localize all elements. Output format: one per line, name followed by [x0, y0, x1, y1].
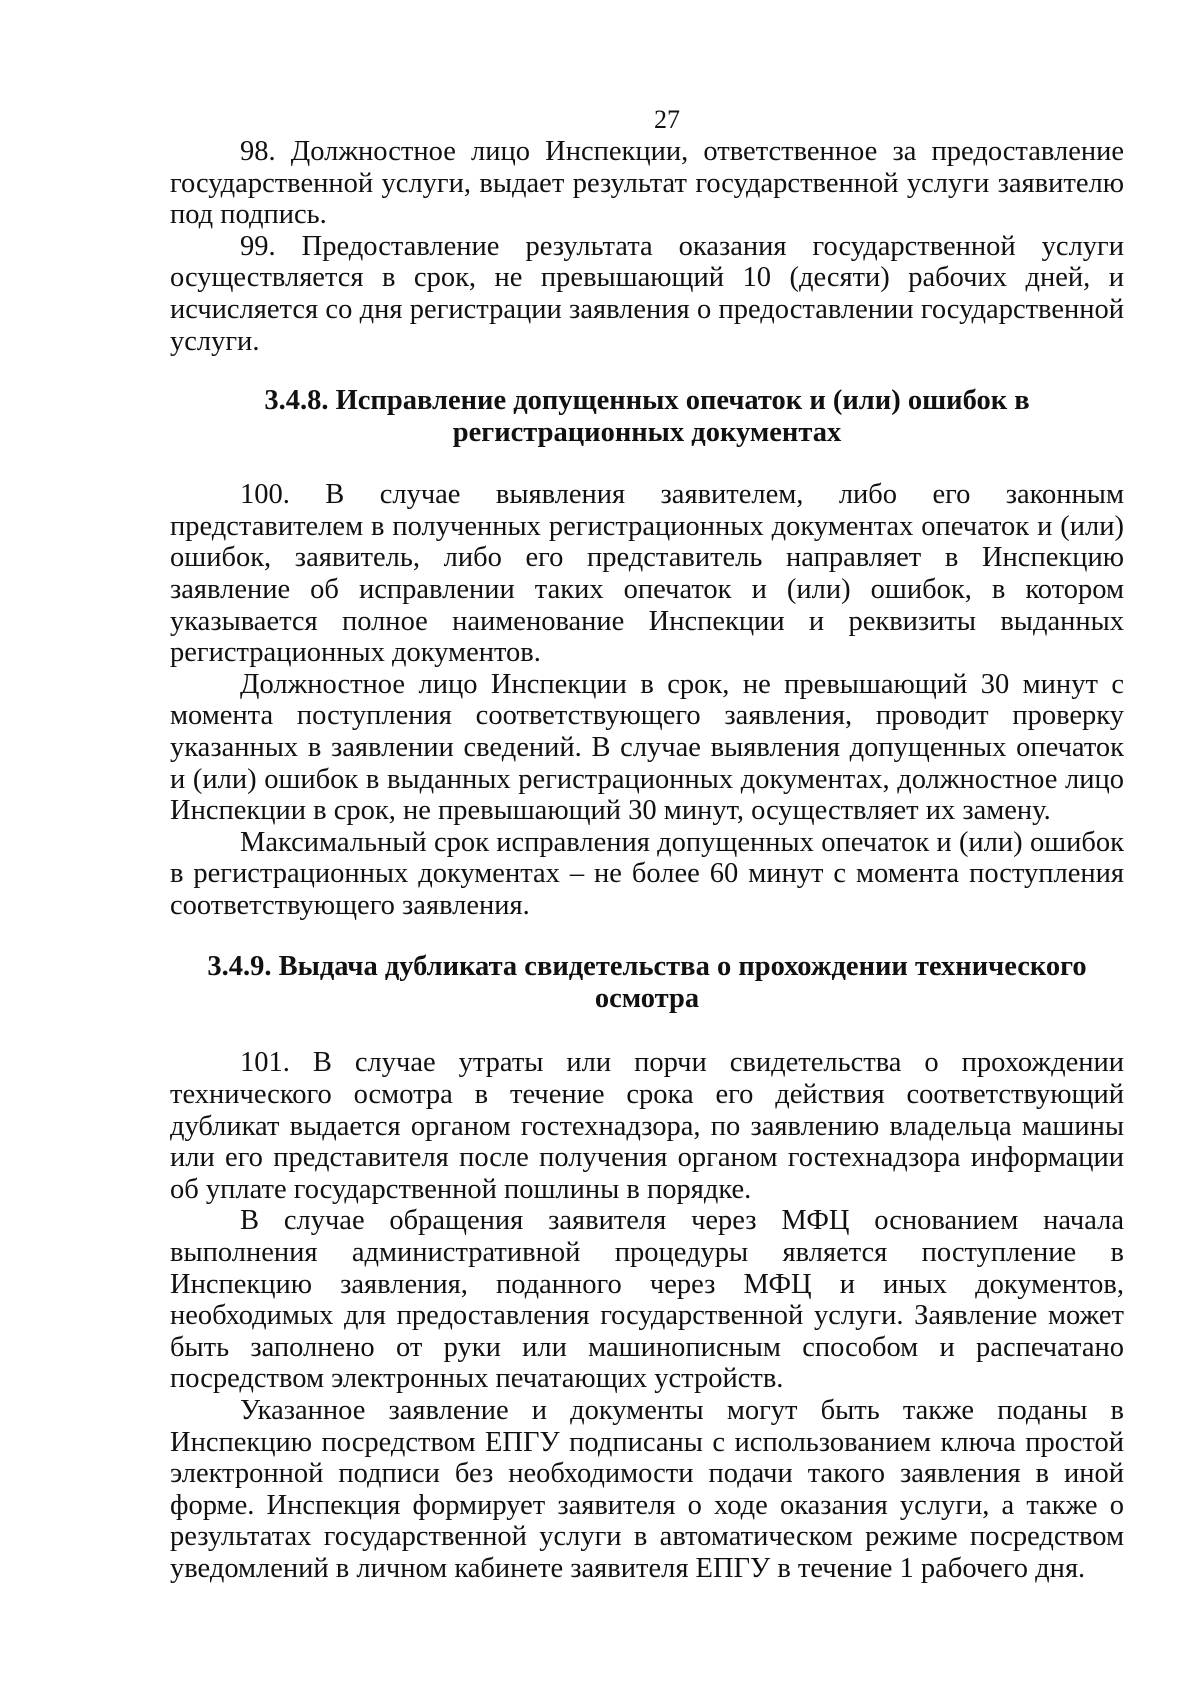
- document-page: [170, 104, 1124, 1585]
- section-heading-3-4-8-line1: 3.4.8. Исправление допущенных опечаток и (или) ошибок в: [264, 385, 1030, 417]
- paragraph-100-officer-check: Должностное лицо Инспекции в срок, не превышающий 30 минут с момента поступления соответствующего заявления, проводит проверку указанных в заявлении сведений. В случае выявления допущенных опечаток и (или) ошибок в выданных регистрационных документах, должностное лицо Инспекции в срок, не превышающий 30 минут, осуществляет их замену.: [170, 668, 1124, 827]
- paragraph-99: 99. Предоставление результата оказания государственной услуги осуществляется в срок, не превышающий 10 (десяти) рабочих дней, и исчисляется со дня регистрации заявления о предоставлении государственной услуги.: [170, 230, 1124, 357]
- section-heading-3-4-9: [170, 951, 1124, 1015]
- paragraph-100: 100. В случае выявления заявителем, либо его законным представителем в полученных регистрационных документах опечаток и (или) ошибок, заявитель, либо его представитель направляет в Инспекцию заявление об исправлении таких опечаток и (или) ошибок, в котором указывается полное наименование Инспекции и реквизиты выданных регистрационных документов.: [170, 479, 1124, 669]
- paragraph-101: 101. В случае утраты или порчи свидетельства о прохождении технического осмотра в течение срока его действия соответствующий дубликат выдается органом гостехнадзора, по заявлению владельца машины или его представителя после получения органом гостехнадзора информации об уплате государственной пошлины в порядке.: [170, 1047, 1124, 1205]
- paragraph-98: 98. Должностное лицо Инспекции, ответственное за предоставление государственной услуги, выдает результат государственной услуги заявителю под подпись.: [170, 136, 1124, 231]
- section-heading-3-4-8-line2: регистрационных документах: [452, 417, 842, 449]
- section-heading-3-4-9-line1: 3.4.9. Выдача дубликата свидетельства о прохождении технического: [207, 951, 1087, 983]
- page-number: 27: [654, 105, 680, 134]
- section-heading-3-4-9-line2: осмотра: [594, 983, 700, 1015]
- section-heading-3-4-8: [170, 385, 1124, 449]
- paragraph-101-epgu: Указанное заявление и документы могут быть также поданы в Инспекцию посредством ЕПГУ подписаны с использованием ключа простой электронной подписи без необходимости подачи такого заявления в иной форме. Инспекция формирует заявителя о ходе оказания услуги, а также о результатах государственной услуги в автоматическом режиме посредством уведомлений в личном кабинете заявителя ЕПГУ в течение 1 рабочего дня.: [170, 1395, 1124, 1584]
- paragraph-101-mfc: В случае обращения заявителя через МФЦ основанием начала выполнения административной процедуры является поступление в Инспекцию заявления, поданного через МФЦ и иных документов, необходимых для предоставления государственной услуги. Заявление может быть заполнено от руки или машинописным способом и распечатано посредством электронных печатающих устройств.: [170, 1205, 1124, 1395]
- paragraph-100-max-term: Максимальный срок исправления допущенных опечаток и (или) ошибок в регистрационных документах – не более 60 минут с момента поступления соответствующего заявления.: [170, 826, 1124, 921]
